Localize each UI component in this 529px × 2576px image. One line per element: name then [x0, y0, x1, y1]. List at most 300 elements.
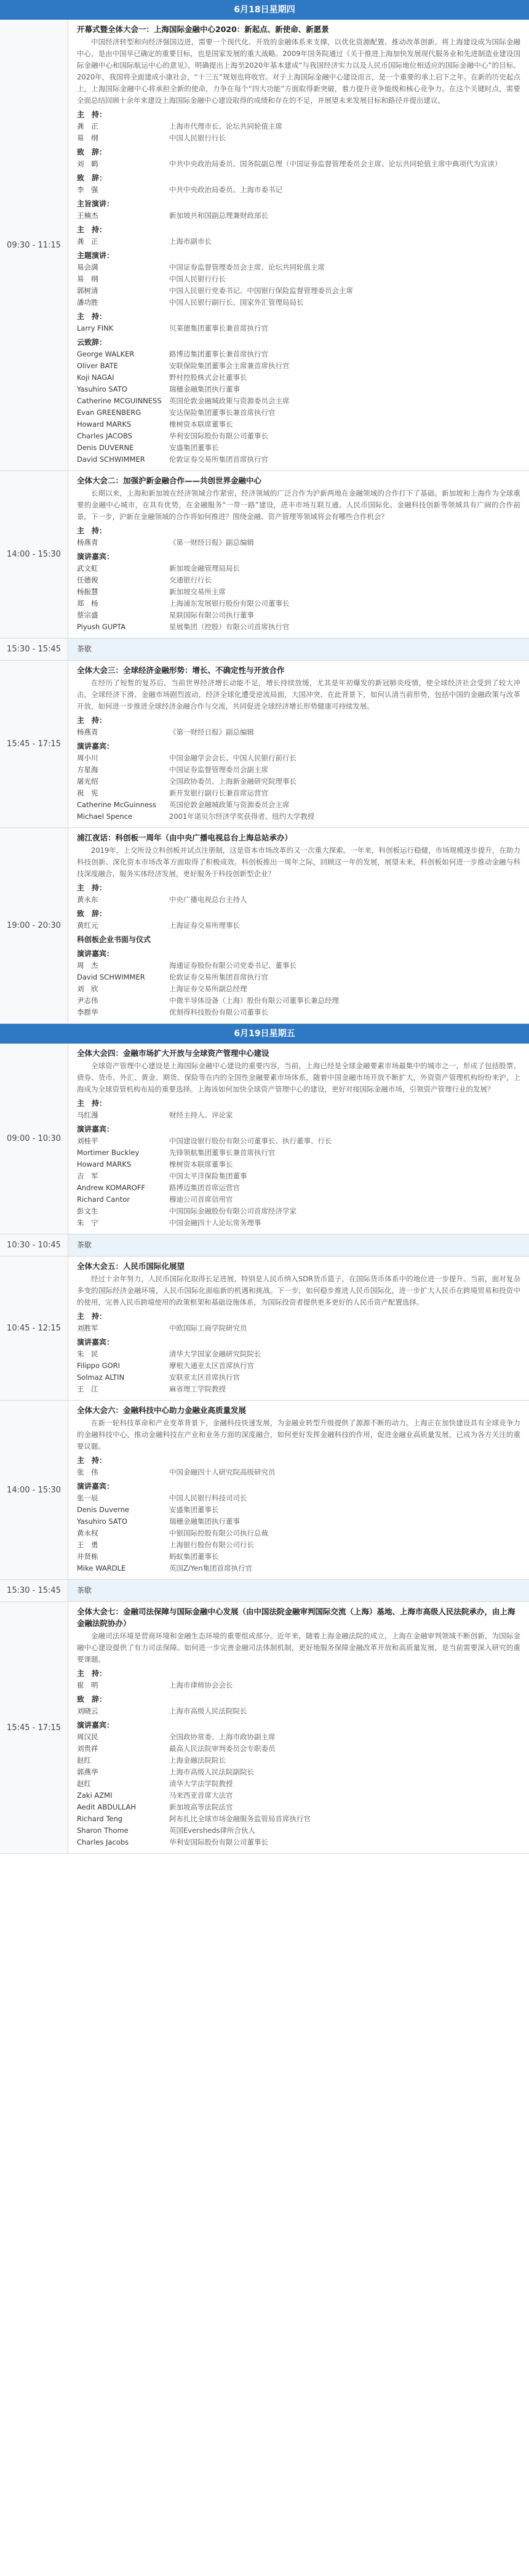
speaker-title: 中国人民银行行长	[169, 134, 226, 142]
break-content	[68, 1580, 529, 1601]
speaker-name: 崔 明	[77, 1681, 98, 1689]
speaker-name: Mortimer Buckley	[77, 1148, 140, 1157]
speaker-row	[77, 1322, 520, 1334]
speaker-title: 中国金融四十人论坛常务理事	[169, 1218, 261, 1227]
session-description: 2019年，上交所设立科创板并试点注册制，这是资本市场改革的又一次重大探索。一年来，科创板运行稳健，市场规模逐步提升，在助力科技创新、深化资本市场改革方面取得了积极成效。科创板推出一周年之际，回顾这一年的发展，展望未来，科创板如何进一步推动金融与科技深度融合，服务实体经济发展，更好服务于科技创新型企业？	[77, 846, 520, 878]
speaker-title: 上海市副市长	[169, 237, 212, 246]
speaker-row	[77, 348, 520, 360]
speaker-row	[77, 1801, 520, 1813]
speaker-name: 屠光绍	[77, 777, 98, 786]
speaker-title: 上海市代理市长、论坛共同轮值主席	[169, 122, 282, 131]
session-time: 15:45 - 17:15	[0, 661, 68, 827]
break-label: 茶歇	[77, 1586, 92, 1595]
speaker-row	[77, 419, 520, 430]
speaker-title: 橡树资本联席董事长	[169, 1160, 233, 1169]
speaker-title: 中国人民银行副行长、国家外汇管理局局长	[169, 298, 304, 307]
speaker-row	[77, 1837, 520, 1848]
speaker-row	[77, 1551, 520, 1563]
speaker-row	[77, 442, 520, 454]
speaker-row	[77, 1135, 520, 1147]
session-description: 经过十余年努力，人民币国际化取得长足进展，特别是人民币纳入SDR货币篮子，在国际货币体系中的地位进一步提升。当前，面对复杂多变的国际经济金融环境，人民币国际化面临新的机遇和挑战。下一步，如何稳步推进人民币国际化，进一步扩大人民币在跨境贸易和投资中的使用，完善人民币跨境使用的政策框架和基础设施体系，为国际投资者提供更多更好的人民币资产配置选择。	[77, 1274, 520, 1306]
speaker-name: Filippo GORI	[77, 1361, 120, 1370]
speaker-title: 英国Z/Yen集团首席执行官	[169, 1564, 253, 1572]
speaker-row	[77, 811, 520, 823]
speaker-title: 星联国际有限公司执行董事	[169, 611, 254, 619]
speaker-title: 橡树资本联席董事长	[169, 420, 233, 429]
session-description: 在新一轮科技革命和产业变革背景下，金融科技快速发展，为金融业转型升级提供了源源不断的动力。上海正在加快建设具有全球竞争力的金融科技中心，推动金融科技在产业和业务方面的深度融合，如何更好发挥金融科技的作用，促进金融业高质量发展，已成为各方关注的重要议题。	[77, 1419, 520, 1451]
speaker-row	[77, 1527, 520, 1539]
speaker-name: 刘 欣	[77, 984, 98, 993]
speaker-title: 中微半导体设备（上海）股份有限公司董事长兼总经理	[169, 996, 339, 1005]
speaker-title: 中国国际金融股份有限公司首席经济学家	[169, 1207, 296, 1215]
speaker-row	[77, 1383, 520, 1395]
speaker-title: 财经主持人、评论家	[169, 1111, 233, 1119]
speaker-name: 杨燕青	[77, 728, 98, 736]
speaker-row	[77, 1813, 520, 1825]
speaker-title: 上海市律师协会会长	[169, 1681, 233, 1689]
speaker-name: 黄永权	[77, 1529, 98, 1537]
role-label: 主旨演讲：	[77, 199, 114, 208]
session-description: 全球资产管理中心建设是上海国际金融中心建设的重要内容，当前，上海已经是全球金融要素市场最集中的城市之一，形成了包括股票、债券、货币、外汇、黄金、期货、保险等在内的全国性金融要素市场体系，随着中国金融市场开放不断扩大，外资资产管理机构纷纷来沪，上海成为全球资管机构布局的重要选择。上海该如何加快全球资产管理中心的建设，更好对接国际金融市场，引领资产管理行业的发展？	[77, 1061, 520, 1093]
session-time: 15:45 - 17:15	[0, 1602, 68, 1853]
speaker-title: 中共中央政治局委员、国务院副总理（中国证券监督管理委员会主席、论坛共同轮值主席中典项代为宣读）	[169, 159, 502, 168]
speaker-row	[77, 210, 520, 222]
speaker-name: Zaki AZMI	[77, 1791, 113, 1800]
session-title: 全体大会七：金融司法保障与国际金融中心发展（由中国法院金融审判国际交流（上海）基地、上海市高级人民法院承办，由上海金融法院协办）	[77, 1607, 515, 1628]
speaker-title: 摩根大通亚太区首席执行官	[169, 1361, 254, 1370]
session-time: 10:45 - 12:15	[0, 1257, 68, 1400]
speaker-row	[77, 297, 520, 308]
session-title: 全体大会四：金融市场扩大开放与全球资产管理中心建设	[77, 1049, 269, 1058]
speaker-name: 蔡宗盛	[77, 611, 98, 619]
speaker-name: Charles JACOBS	[77, 432, 132, 440]
speaker-row	[77, 1766, 520, 1778]
speaker-row	[77, 1159, 520, 1170]
session-title: 浦江夜话：科创板一周年（由中央广播电视总台上海总站承办）	[77, 833, 293, 842]
speaker-row	[77, 236, 520, 248]
session-time: 14:00 - 15:30	[0, 1401, 68, 1579]
speaker-title: 伦敦证券交易所集团首席执行官	[169, 973, 268, 981]
speaker-title: 新加坡高等法院法官	[169, 1803, 233, 1811]
speaker-title: 优刻得科技股份有限公司董事长	[169, 1008, 268, 1016]
speaker-row	[77, 1182, 520, 1194]
speaker-name: 朱 宁	[77, 1218, 98, 1227]
role-label: 演讲嘉宾：	[77, 1721, 114, 1729]
speaker-name: 刘贵祥	[77, 1744, 98, 1753]
session-content	[68, 1257, 529, 1400]
break-row	[0, 638, 529, 661]
speaker-name: 朱 民	[77, 1350, 98, 1358]
role-label: 主 持：	[77, 1456, 107, 1465]
speaker-row	[77, 1563, 520, 1574]
speaker-row	[77, 1194, 520, 1205]
speaker-name: 祝 宪	[77, 789, 98, 797]
speaker-name: 吉 军	[77, 1172, 98, 1180]
speaker-name: 赵红	[77, 1756, 91, 1765]
speaker-row	[77, 1743, 520, 1755]
speaker-name: George WALKER	[77, 350, 135, 358]
speaker-title: 伦敦证券交易所集团首席执行官	[169, 455, 268, 464]
speaker-name: Oliver BATE	[77, 361, 118, 370]
speaker-row	[77, 776, 520, 787]
speaker-title: 中国人民银行科技司司长	[169, 1494, 247, 1502]
speaker-title: 清华大学国家金融研究院院长	[169, 1350, 261, 1358]
role-label: 科创板企业书面与仪式	[77, 935, 151, 944]
role-label: 主 持：	[77, 1669, 107, 1678]
speaker-title: 阿布扎比全球市场金融服务监管局首席执行官	[169, 1814, 311, 1823]
session-content	[68, 471, 529, 638]
speaker-title: 新加坡金融管理局局长	[169, 564, 240, 573]
role-label: 演讲嘉宾：	[77, 742, 114, 751]
speaker-row	[77, 752, 520, 764]
speaker-row	[77, 285, 520, 297]
speaker-title: 新开发银行副行长兼首席运营官	[169, 789, 268, 797]
speaker-row	[77, 983, 520, 995]
speaker-row	[77, 727, 520, 738]
role-label: 主 持：	[77, 1312, 107, 1321]
speaker-name: 方星海	[77, 765, 98, 774]
speaker-name: Aedit ABDULLAH	[77, 1803, 137, 1811]
session-time: 09:00 - 10:30	[0, 1044, 68, 1234]
speaker-name: 赵红	[77, 1779, 91, 1788]
speaker-row	[77, 1492, 520, 1504]
session-time: 14:00 - 15:30	[0, 471, 68, 638]
break-content	[68, 638, 529, 660]
speaker-name: 潘功胜	[77, 298, 98, 307]
speaker-title: 2001年诺贝尔经济学奖获得者、纽约大学教授	[169, 812, 315, 821]
break-row	[0, 1580, 529, 1602]
speaker-row	[77, 598, 520, 610]
speaker-title: 上海证券交易所副总经理	[169, 984, 247, 993]
speaker-name: David SCHWIMMER	[77, 455, 145, 464]
speaker-title: 全国政协委员、上海新金融研究院理事长	[169, 777, 296, 786]
speaker-name: 郑 杨	[77, 599, 98, 608]
speaker-name: Denis Duverne	[77, 1505, 129, 1514]
role-label: 演讲嘉宾：	[77, 1338, 114, 1346]
role-label: 演讲嘉宾：	[77, 1482, 114, 1491]
speaker-row	[77, 121, 520, 132]
speaker-row	[77, 1217, 520, 1229]
break-label: 茶歇	[77, 1241, 92, 1249]
speaker-name: 李群华	[77, 1008, 98, 1016]
speaker-title: 安达保险集团董事长兼首席执行官	[169, 408, 276, 417]
speaker-name: Richard Teng	[77, 1814, 123, 1823]
session-row	[0, 20, 529, 471]
speaker-title: 交通银行行长	[169, 576, 212, 584]
speaker-row	[77, 132, 520, 144]
speaker-title: 上海市高级人民法院院长	[169, 1707, 247, 1715]
speaker-title: 中共中央政治局委员、上海市委书记	[169, 185, 282, 194]
speaker-name: Charles Jacobs	[77, 1838, 129, 1846]
speaker-title: 上海浦东发展银行股份有限公司董事长	[169, 599, 290, 608]
speaker-title: 中国金融学会会长、中国人民银行前行长	[169, 754, 296, 762]
speaker-name: 武文虹	[77, 564, 98, 573]
session-time: 10:30 - 10:45	[0, 1234, 68, 1256]
speaker-name: Evan GREENBERG	[77, 408, 141, 417]
session-title: 全体大会六：金融科技中心助力金融业高质量发展	[77, 1406, 247, 1415]
speaker-row	[77, 1516, 520, 1527]
session-description: 在经历了短暂的复苏后，当前世界经济增长动能不足，增长持续放缓，尤其是年初爆发的新冠肺炎疫情，使全球经济社会受到了较大冲击，全球经济下滑、金融市场剧烈波动，经济全球化遭受逆流局面，大国冲突、在此背景下，如何认清当前形势，包括中国的金融政策与改革开放，如何进一步推进全球经济金融合作与交流，共同促进全球经济增长形势健康可持续发展。	[77, 678, 520, 710]
speaker-title: 先锋领航集团董事长兼首席执行官	[169, 1148, 276, 1157]
speaker-name: Michael Spence	[77, 812, 133, 821]
speaker-row	[77, 574, 520, 586]
role-label: 致 辞：	[77, 909, 107, 918]
speaker-name: 王 勇	[77, 1540, 98, 1549]
speaker-name: 张 伟	[77, 1468, 98, 1476]
speaker-row	[77, 764, 520, 776]
speaker-name: 尹志伟	[77, 996, 98, 1005]
speaker-title: 华利安国际股份有限公司董事长	[169, 432, 268, 440]
speaker-title: 安盛集团董事长	[169, 443, 219, 452]
role-label: 主题演讲：	[77, 251, 114, 260]
speaker-row	[77, 384, 520, 395]
speaker-row	[77, 610, 520, 621]
speaker-title: 安联亚太区首席执行官	[169, 1373, 240, 1382]
speaker-name: Catherine MCGUINNESS	[77, 396, 162, 405]
session-time: 19:00 - 20:30	[0, 828, 68, 1023]
speaker-name: 刘晓云	[77, 1707, 98, 1715]
speaker-name: 周小川	[77, 754, 98, 762]
break-row	[0, 1234, 529, 1257]
speaker-title: 星展集团（控股）有限公司首席执行官	[169, 622, 290, 631]
session-row	[0, 471, 529, 638]
speaker-name: 黄永东	[77, 895, 98, 904]
role-label: 云致辞：	[77, 338, 107, 347]
speaker-title: 英国伦敦金融城政策与资源委员会主席	[169, 396, 290, 405]
speaker-title: 中国建设银行股份有限公司董事长、执行董事、行长	[169, 1137, 332, 1145]
session-content	[68, 661, 529, 827]
speaker-name: Sharon Thome	[77, 1826, 129, 1835]
speaker-row	[77, 454, 520, 465]
speaker-name: 井贤栋	[77, 1552, 98, 1561]
speaker-row	[77, 1348, 520, 1360]
speaker-title: 马来西亚首席大法官	[169, 1791, 233, 1800]
speaker-name: 杨振慧	[77, 587, 98, 596]
session-row	[0, 1602, 529, 1854]
session-content	[68, 1401, 529, 1579]
speaker-row	[77, 1504, 520, 1516]
break-label: 茶歇	[77, 645, 92, 653]
speaker-title: 上海市高级人民法院副院长	[169, 1768, 254, 1776]
speaker-title: 上海银行股份有限公司行长	[169, 1540, 254, 1549]
session-content	[68, 20, 529, 470]
speaker-row	[77, 799, 520, 811]
session-content	[68, 1044, 529, 1234]
speaker-title: 中国太平洋保险集团董事	[169, 1172, 247, 1180]
speaker-row	[77, 372, 520, 384]
role-label: 主 持：	[77, 312, 107, 321]
speaker-name: 刘胜军	[77, 1324, 98, 1332]
speaker-title: 英国Eversheds律所合伙人	[169, 1826, 256, 1835]
speaker-name: 易 纲	[77, 275, 98, 283]
speaker-row	[77, 262, 520, 273]
speaker-name: 郭燕华	[77, 1768, 98, 1776]
speaker-name: Koji NAGAI	[77, 373, 114, 382]
role-label: 主 持：	[77, 883, 107, 892]
speaker-name: 杨燕青	[77, 538, 98, 547]
speaker-row	[77, 1360, 520, 1372]
speaker-title: 《第一财经日报》副总编辑	[169, 538, 254, 547]
speaker-name: 易 纲	[77, 134, 98, 142]
speaker-title: 中欧国际工商学院研究员	[169, 1324, 247, 1332]
speaker-row	[77, 1790, 520, 1801]
speaker-title: 《第一财经日报》副总编辑	[169, 728, 254, 736]
speaker-row	[77, 1825, 520, 1837]
session-time: 15:30 - 15:45	[0, 1580, 68, 1601]
speaker-name: 彭文生	[77, 1207, 98, 1215]
speaker-row	[77, 972, 520, 983]
speaker-title: 最高人民法院审判委员会专职委员	[169, 1744, 276, 1753]
speaker-row	[77, 787, 520, 799]
day-header: 6月18日星期四	[0, 0, 529, 20]
speaker-name: Andrew KOMAROFF	[77, 1183, 146, 1192]
speaker-row	[77, 894, 520, 906]
speaker-name: 任德俊	[77, 576, 98, 584]
speaker-name: 龚 正	[77, 237, 98, 246]
speaker-title: 英国伦敦金融城政策与资源委员会主席	[169, 800, 290, 809]
speaker-name: 黄红元	[77, 921, 98, 930]
speaker-name: 龚 正	[77, 122, 98, 131]
speaker-title: 新加坡共和国副总理兼财政部长	[169, 211, 268, 220]
speaker-title: 安联保险集团董事会主席兼首席执行官	[169, 361, 290, 370]
speaker-name: Denis DUVERNE	[77, 443, 134, 452]
break-content	[68, 1234, 529, 1256]
speaker-name: Solmaz ALTIN	[77, 1373, 125, 1382]
session-content	[68, 1602, 529, 1853]
speaker-title: 中银国际控股有限公司执行总裁	[169, 1529, 268, 1537]
session-description: 金融司法环境是营商环境和金融生态环境的重要组成部分。近年来，随着上海金融法院的成立，上海在金融审判领域不断创新，为国际金融中心建设提供了有力司法保障。如何进一步完善金融司法体制机制，更好地服务保障金融改革开放和高质量发展，是当前需要深入研究的重要课题。	[77, 1632, 520, 1664]
session-title: 开幕式暨全体大会一：上海国际金融中心2020：新起点、新使命、新愿景	[77, 25, 329, 34]
role-label: 主 持：	[77, 526, 107, 535]
speaker-name: 周 杰	[77, 961, 98, 970]
speaker-name: 张一辰	[77, 1494, 98, 1502]
speaker-name: Yasuhiro SATO	[77, 1517, 127, 1526]
speaker-title: 中国证券监督管理委员会副主席	[169, 765, 268, 774]
speaker-name: 李 强	[77, 185, 98, 194]
speaker-name: 王 江	[77, 1385, 98, 1393]
speaker-row	[77, 1170, 520, 1182]
speaker-title: 麻省理工学院教授	[169, 1385, 226, 1393]
speaker-name: 刘 鹤	[77, 159, 98, 168]
speaker-title: 全国政协常委、上海市政协副主席	[169, 1733, 276, 1741]
speaker-row	[77, 158, 520, 170]
speaker-title: 中国人民银行行长	[169, 275, 226, 283]
speaker-row	[77, 323, 520, 334]
session-description: 长期以来，上海和新加坡在经济领域合作紧密，经济领域的广泛合作为沪新两地在金融领域的合作打下了基础。新加坡和上海作为全球重要的金融中心城市，在具有优势，在金融服务“一带一路”建设，进丰市场互联互通、人民币国际化、金融科技创新等领域具有广阔的合作前景。下一步，沪新在金融领域的合作将如何推进？围绕金融、资产管理等领域将会有哪些合作机会？	[77, 489, 520, 521]
speaker-title: 新加坡交易所主席	[169, 587, 226, 596]
speaker-row	[77, 1539, 520, 1551]
speaker-row	[77, 184, 520, 196]
speaker-name: 马红漫	[77, 1111, 98, 1119]
speaker-name: 郭树清	[77, 286, 98, 295]
speaker-name: David SCHWIMMER	[77, 973, 145, 981]
session-row	[0, 828, 529, 1024]
speaker-row	[77, 395, 520, 407]
speaker-title: 贝莱德集团董事长兼首席执行官	[169, 324, 268, 332]
speaker-title: 蚂蚁集团董事长	[169, 1552, 219, 1561]
speaker-title: 上海证券交易所理事长	[169, 921, 240, 930]
speaker-name: Piyush GUPTA	[77, 622, 126, 631]
speaker-title: 华利安国际股份有限公司董事长	[169, 1838, 268, 1846]
session-row	[0, 661, 529, 828]
role-label: 主 持：	[77, 1099, 107, 1108]
speaker-row	[77, 1705, 520, 1717]
role-label: 演讲嘉宾：	[77, 1125, 114, 1133]
speaker-title: 上海金融法院院长	[169, 1756, 226, 1765]
session-row	[0, 1044, 529, 1234]
session-content	[68, 828, 529, 1023]
speaker-row	[77, 360, 520, 372]
session-title: 全体大会五：人民币国际化展望	[77, 1262, 185, 1271]
speaker-name: Howard MARKS	[77, 1160, 132, 1169]
speaker-name: 周汉民	[77, 1733, 98, 1741]
speaker-name: Richard Cantor	[77, 1195, 130, 1204]
speaker-title: 穆迪公司首席信用官	[169, 1195, 233, 1204]
speaker-title: 路博迈集团董事长兼首席执行官	[169, 350, 268, 358]
speaker-name: Mike WARDLE	[77, 1564, 126, 1572]
speaker-title: 瑞穗金融集团执行董事	[169, 1517, 240, 1526]
session-time: 15:30 - 15:45	[0, 638, 68, 660]
speaker-title: 野村控股株式会社董事长	[169, 373, 247, 382]
speaker-row	[77, 621, 520, 633]
speaker-row	[77, 1755, 520, 1766]
speaker-name: Catherine McGuinness	[77, 800, 157, 809]
speaker-row	[77, 1467, 520, 1478]
speaker-row	[77, 995, 520, 1007]
speaker-row	[77, 1372, 520, 1383]
speaker-title: 瑞穗金融集团执行董事	[169, 385, 240, 393]
speaker-name: 王楠杰	[77, 211, 98, 220]
speaker-name: 刘桂平	[77, 1137, 98, 1145]
speaker-title: 清华大学法学院教授	[169, 1779, 233, 1788]
role-label: 致 辞：	[77, 148, 107, 156]
role-label: 主 持：	[77, 110, 107, 119]
speaker-name: 易会满	[77, 263, 98, 272]
speaker-row	[77, 1147, 520, 1159]
speaker-row	[77, 920, 520, 932]
speaker-row	[77, 407, 520, 419]
session-title: 全体大会二：加强沪新金融合作——共创世界金融中心	[77, 476, 262, 485]
speaker-name: Howard MARKS	[77, 420, 132, 429]
session-row	[0, 1257, 529, 1401]
speaker-row	[77, 430, 520, 442]
session-time: 09:30 - 11:15	[0, 20, 68, 470]
speaker-row	[77, 273, 520, 285]
speaker-name: Yasuhiro SATO	[77, 385, 127, 393]
speaker-row	[77, 563, 520, 574]
speaker-title: 中国人民银行党委书记、中国银行保险监督管理委员会主席	[169, 286, 353, 295]
role-label: 演讲嘉宾：	[77, 552, 114, 561]
session-description: 中国经济转型和向经济强国迈进，需要一个现代化、开放的金融体系来支撑，以优化资源配置、推动改革创新。将上海建设成为国际金融中心，是由中国早已确定的重要目标，也是国家发展的重大战略。2009年国务院通过《关于推进上海加快发展现代服务业和先进制造业建设国际金融中心和国际航运中心的意见》，明确提出上海至2020年基本建成“与我国经济实力以及人民币国际地位相适应的国际金融中心”的目标。2020年，我国将全面建成小康社会，“十三五”规划也将收官。对于上海国际金融中心建设而言，是一个重要的承上启下之年。在新的历史起点上，上海国际金融中心将承担全新的使命，力争在每个“四大功能”方面取得新突破，着力提升竞争能级和核心竞争力。在这个关键时点，需要全面总结回顾十余年来建设上海国际金融中心建设取得的成绩和存在的不足，并展望未来发展目标和路径并提出建议。	[77, 38, 520, 105]
role-label: 主 持：	[77, 716, 107, 725]
speaker-row	[77, 537, 520, 549]
speaker-title: 海通证券股份有限公司党委书记、董事长	[169, 961, 296, 970]
speaker-row	[77, 1109, 520, 1121]
speaker-row	[77, 1007, 520, 1018]
speaker-title: 中央广播电视总台主持人	[169, 895, 247, 904]
speaker-row	[77, 1680, 520, 1691]
speaker-row	[77, 586, 520, 598]
speaker-row	[77, 960, 520, 972]
role-label: 主 持：	[77, 225, 107, 234]
speaker-row	[77, 1731, 520, 1743]
day-header: 6月19日星期五	[0, 1024, 529, 1044]
speaker-name: Larry FINK	[77, 324, 114, 332]
speaker-row	[77, 1205, 520, 1217]
role-label: 致 辞：	[77, 174, 107, 182]
speaker-title: 路博迈集团首席运营官	[169, 1183, 240, 1192]
speaker-title: 安盛集团董事长	[169, 1505, 219, 1514]
